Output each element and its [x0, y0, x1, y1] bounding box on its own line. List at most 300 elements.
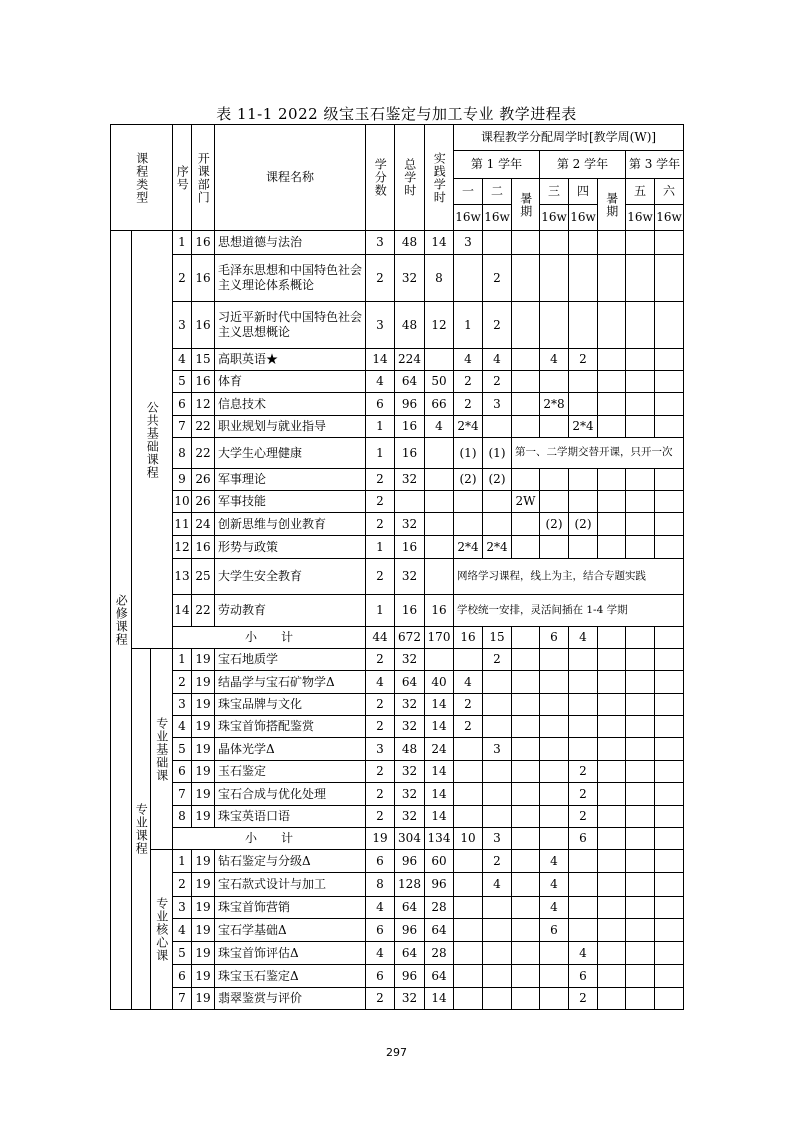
term-cell: 2	[454, 371, 483, 393]
subtotal-term: 4	[569, 627, 598, 649]
subtotal-hours: 304	[395, 828, 425, 850]
term-cell	[454, 897, 483, 919]
course-name: 珠宝首饰搭配鉴赏	[215, 716, 366, 738]
term-cell	[483, 988, 512, 1010]
course-seq: 4	[173, 349, 192, 371]
term-cell	[598, 806, 626, 828]
term-cell: 4	[483, 349, 512, 371]
term-cell: 3	[483, 738, 512, 761]
term-cell	[483, 231, 512, 255]
course-practice: 64	[425, 919, 454, 942]
term-cell	[454, 491, 483, 513]
term-cell	[540, 536, 569, 559]
table-row	[111, 671, 684, 694]
term-cell	[598, 942, 626, 965]
course-hours: 32	[395, 783, 425, 806]
course-practice: 14	[425, 988, 454, 1010]
course-hours: 64	[395, 671, 425, 694]
table-row	[111, 536, 684, 559]
course-credits: 3	[366, 231, 395, 255]
course-dept: 25	[192, 559, 215, 595]
term-cell	[512, 671, 540, 694]
term-cell	[569, 469, 598, 491]
header-year-3: 第 3 学年	[626, 151, 684, 179]
term-cell	[483, 416, 512, 438]
term-cell: 2	[483, 302, 512, 349]
term-cell	[598, 513, 626, 536]
table-row	[111, 371, 684, 393]
table-row	[111, 806, 684, 828]
header-course-type: 课程类型	[111, 125, 173, 231]
term-cell	[626, 965, 655, 988]
term-cell	[626, 694, 655, 716]
course-practice	[425, 513, 454, 536]
table-row	[111, 850, 684, 873]
term-cell	[626, 988, 655, 1010]
course-name: 大学生心理健康	[215, 438, 366, 469]
course-name: 珠宝首饰评估Δ	[215, 942, 366, 965]
term-cell	[512, 469, 540, 491]
course-dept: 22	[192, 438, 215, 469]
course-seq: 6	[173, 393, 192, 416]
course-practice	[425, 536, 454, 559]
course-name: 思想道德与法治	[215, 231, 366, 255]
header-weeks-1: 16w	[454, 205, 483, 231]
term-cell	[512, 897, 540, 919]
category-public-text: 公共基础课程	[145, 400, 160, 479]
term-cell	[655, 302, 684, 349]
course-seq: 10	[173, 491, 192, 513]
term-cell	[512, 513, 540, 536]
term-cell: 4	[454, 349, 483, 371]
course-hours: 32	[395, 559, 425, 595]
subtotal-label: 小 计	[173, 627, 366, 649]
term-cell	[540, 738, 569, 761]
course-dept: 16	[192, 536, 215, 559]
course-hours: 96	[395, 393, 425, 416]
course-dept: 16	[192, 371, 215, 393]
term-cell	[655, 649, 684, 671]
course-seq: 13	[173, 559, 192, 595]
term-cell	[512, 806, 540, 828]
course-name: 玉石鉴定	[215, 761, 366, 783]
header-term-6: 六	[655, 179, 684, 205]
course-hours: 32	[395, 513, 425, 536]
term-cell: 2*4	[483, 536, 512, 559]
term-cell	[655, 255, 684, 302]
course-name: 宝石地质学	[215, 649, 366, 671]
term-cell: 2	[569, 349, 598, 371]
term-cell	[598, 371, 626, 393]
term-cell	[454, 649, 483, 671]
course-name: 珠宝品牌与文化	[215, 694, 366, 716]
course-practice	[425, 649, 454, 671]
subtotal-term	[598, 627, 626, 649]
term-cell: (1)	[483, 438, 512, 469]
course-practice: 4	[425, 416, 454, 438]
term-cell	[512, 873, 540, 897]
course-credits: 2	[366, 649, 395, 671]
course-practice	[425, 559, 454, 595]
category-major-text: 专业课程	[134, 803, 149, 855]
term-cell	[598, 255, 626, 302]
table-title: 表 11-1 2022 级宝玉石鉴定与加工专业 教学进程表	[216, 105, 577, 123]
term-cell	[655, 469, 684, 491]
course-name: 宝石款式设计与加工	[215, 873, 366, 897]
course-practice	[425, 469, 454, 491]
course-dept: 19	[192, 897, 215, 919]
term-cell	[540, 255, 569, 302]
course-name: 珠宝英语口语	[215, 806, 366, 828]
term-cell: 2	[454, 716, 483, 738]
course-credits: 3	[366, 302, 395, 349]
course-credits: 1	[366, 416, 395, 438]
course-practice: 60	[425, 850, 454, 873]
header-seq: 序号	[173, 125, 192, 231]
course-dept: 16	[192, 231, 215, 255]
course-credits: 2	[366, 513, 395, 536]
term-cell: 4	[540, 850, 569, 873]
term-cell	[598, 761, 626, 783]
header-term-2: 二	[483, 179, 512, 205]
term-cell	[454, 806, 483, 828]
header-course-name: 课程名称	[215, 125, 366, 231]
term-cell	[512, 761, 540, 783]
course-hours: 32	[395, 469, 425, 491]
category-major-core	[151, 850, 173, 1010]
course-seq: 12	[173, 536, 192, 559]
term-cell	[598, 694, 626, 716]
term-cell	[626, 919, 655, 942]
term-cell	[540, 806, 569, 828]
term-cell	[512, 302, 540, 349]
term-cell	[569, 738, 598, 761]
table-row	[111, 965, 684, 988]
course-credits: 2	[366, 761, 395, 783]
term-cell	[569, 649, 598, 671]
term-cell	[598, 738, 626, 761]
term-cell	[483, 671, 512, 694]
course-dept: 19	[192, 850, 215, 873]
course-dept: 19	[192, 649, 215, 671]
course-credits: 2	[366, 716, 395, 738]
course-name: 军事技能	[215, 491, 366, 513]
term-cell	[626, 716, 655, 738]
term-cell	[655, 513, 684, 536]
course-seq: 3	[173, 897, 192, 919]
term-cell	[454, 255, 483, 302]
course-name: 钻石鉴定与分级Δ	[215, 850, 366, 873]
term-cell: 2*8	[540, 393, 569, 416]
subtotal-term	[655, 828, 684, 850]
table-row	[111, 988, 684, 1010]
subtotal-term: 16	[454, 627, 483, 649]
term-cell	[598, 897, 626, 919]
term-cell	[483, 942, 512, 965]
subtotal-term: 6	[540, 627, 569, 649]
term-cell	[483, 761, 512, 783]
term-cell	[598, 649, 626, 671]
term-cell	[598, 231, 626, 255]
term-cell	[626, 469, 655, 491]
term-cell: 2	[483, 255, 512, 302]
term-cell	[540, 716, 569, 738]
term-cell	[569, 850, 598, 873]
course-seq: 5	[173, 942, 192, 965]
course-practice: 64	[425, 965, 454, 988]
course-hours: 64	[395, 371, 425, 393]
course-credits: 6	[366, 850, 395, 873]
term-cell	[598, 783, 626, 806]
course-seq: 2	[173, 873, 192, 897]
term-cell	[569, 919, 598, 942]
course-credits: 2	[366, 559, 395, 595]
subtotal-term: 15	[483, 627, 512, 649]
term-cell	[655, 988, 684, 1010]
course-credits: 6	[366, 919, 395, 942]
subtotal-term	[626, 828, 655, 850]
term-cell	[598, 873, 626, 897]
course-hours: 96	[395, 965, 425, 988]
term-cell: 2	[483, 850, 512, 873]
course-dept: 19	[192, 873, 215, 897]
term-cell: 2	[454, 393, 483, 416]
table-row	[111, 438, 684, 469]
term-cell	[483, 965, 512, 988]
course-credits: 2	[366, 988, 395, 1010]
course-seq: 7	[173, 988, 192, 1010]
course-hours: 48	[395, 302, 425, 349]
course-hours: 48	[395, 231, 425, 255]
term-cell	[512, 716, 540, 738]
table-row	[111, 738, 684, 761]
term-cell	[626, 897, 655, 919]
category-major	[132, 649, 151, 1010]
course-seq: 3	[173, 694, 192, 716]
term-cell	[454, 988, 483, 1010]
term-cell	[454, 783, 483, 806]
subtotal-label: 小 计	[173, 828, 366, 850]
course-credits: 1	[366, 438, 395, 469]
term-cell	[483, 919, 512, 942]
term-cell	[569, 694, 598, 716]
subtotal-term	[512, 627, 540, 649]
subtotal-term	[540, 828, 569, 850]
term-cell	[454, 965, 483, 988]
course-hours: 16	[395, 536, 425, 559]
header-schedule: 课程教学分配周学时[教学周(W)]	[454, 125, 684, 151]
course-dept: 12	[192, 393, 215, 416]
term-cell	[626, 850, 655, 873]
term-cell	[626, 671, 655, 694]
category-major-basic-text: 专业基础课	[154, 716, 169, 782]
course-credits: 6	[366, 393, 395, 416]
term-cell	[626, 231, 655, 255]
course-name: 信息技术	[215, 393, 366, 416]
subtotal-term	[598, 828, 626, 850]
course-dept: 19	[192, 988, 215, 1010]
header-summer-2: 暑期	[598, 179, 626, 231]
course-hours: 32	[395, 806, 425, 828]
course-name: 宝石合成与优化处理	[215, 783, 366, 806]
header-total-hours: 总学时	[395, 125, 425, 231]
term-cell: (2)	[483, 469, 512, 491]
term-cell: 2	[454, 694, 483, 716]
course-practice	[425, 491, 454, 513]
term-cell: 2*4	[454, 536, 483, 559]
term-cell: 3	[454, 231, 483, 255]
term-cell: 4	[540, 897, 569, 919]
term-cell	[598, 988, 626, 1010]
term-cell	[598, 416, 626, 438]
term-cell: (2)	[569, 513, 598, 536]
course-hours: 64	[395, 897, 425, 919]
term-cell: (2)	[454, 469, 483, 491]
table-row	[111, 873, 684, 897]
term-cell	[655, 942, 684, 965]
term-cell	[655, 536, 684, 559]
table-row	[111, 595, 684, 627]
term-cell	[655, 416, 684, 438]
course-name: 体育	[215, 371, 366, 393]
course-seq: 1	[173, 231, 192, 255]
course-practice: 16	[425, 595, 454, 627]
course-seq: 8	[173, 438, 192, 469]
subtotal-credits: 19	[366, 828, 395, 850]
term-cell	[655, 850, 684, 873]
term-cell	[626, 536, 655, 559]
term-cell	[540, 988, 569, 1010]
course-name: 高职英语★	[215, 349, 366, 371]
course-hours: 48	[395, 738, 425, 761]
course-credits: 4	[366, 671, 395, 694]
table-row	[111, 694, 684, 716]
term-cell	[540, 416, 569, 438]
course-practice: 14	[425, 806, 454, 828]
course-credits: 2	[366, 491, 395, 513]
course-hours: 128	[395, 873, 425, 897]
table-row	[111, 942, 684, 965]
term-cell	[655, 897, 684, 919]
term-cell	[569, 491, 598, 513]
table-row	[111, 649, 684, 671]
category-major-basic	[151, 649, 173, 850]
term-cell	[512, 255, 540, 302]
term-cell	[512, 850, 540, 873]
term-cell	[626, 738, 655, 761]
course-credits: 4	[366, 371, 395, 393]
term-cell	[655, 738, 684, 761]
course-practice: 14	[425, 231, 454, 255]
teaching-schedule-table	[110, 124, 684, 1010]
term-cell: (2)	[540, 513, 569, 536]
course-credits: 2	[366, 694, 395, 716]
subtotal-term	[655, 627, 684, 649]
header-dept: 开课部门	[192, 125, 215, 231]
term-cell: 2	[569, 761, 598, 783]
subtotal-term: 3	[483, 828, 512, 850]
term-cell: 6	[569, 965, 598, 988]
term-cell: 2	[569, 806, 598, 828]
term-cell	[512, 231, 540, 255]
term-cell	[540, 694, 569, 716]
course-seq: 9	[173, 469, 192, 491]
course-seq: 4	[173, 716, 192, 738]
term-cell	[626, 393, 655, 416]
term-cell: 4	[569, 942, 598, 965]
course-dept: 26	[192, 491, 215, 513]
term-cell	[655, 761, 684, 783]
term-cell	[569, 393, 598, 416]
term-cell	[655, 371, 684, 393]
course-hours: 16	[395, 416, 425, 438]
course-hours: 64	[395, 942, 425, 965]
term-cell	[483, 783, 512, 806]
term-cell	[626, 302, 655, 349]
subtotal-hours: 672	[395, 627, 425, 649]
table-row	[111, 231, 684, 255]
course-name: 毛泽东思想和中国特色社会主义理论体系概论	[215, 255, 366, 302]
term-cell	[598, 716, 626, 738]
course-seq: 1	[173, 850, 192, 873]
course-practice	[425, 349, 454, 371]
course-credits: 4	[366, 942, 395, 965]
course-name: 宝石学基础Δ	[215, 919, 366, 942]
subtotal-practice: 170	[425, 627, 454, 649]
course-dept: 15	[192, 349, 215, 371]
term-cell	[540, 942, 569, 965]
term-cell	[540, 761, 569, 783]
term-cell	[454, 942, 483, 965]
term-cell	[569, 231, 598, 255]
course-practice: 12	[425, 302, 454, 349]
term-cell	[569, 302, 598, 349]
term-cell	[655, 491, 684, 513]
term-cell: 2	[569, 988, 598, 1010]
term-cell	[569, 716, 598, 738]
subtotal-row	[111, 627, 684, 649]
table-row	[111, 919, 684, 942]
subtotal-term: 10	[454, 828, 483, 850]
term-cell	[454, 850, 483, 873]
term-cell	[512, 965, 540, 988]
table-row	[111, 559, 684, 595]
course-seq: 2	[173, 671, 192, 694]
subtotal-term	[512, 828, 540, 850]
course-note: 第一、二学期交替开课，只开一次	[512, 438, 684, 469]
term-cell: 4	[540, 873, 569, 897]
header-weeks-4: 16w	[569, 205, 598, 231]
course-credits: 3	[366, 738, 395, 761]
course-seq: 7	[173, 783, 192, 806]
term-cell	[626, 371, 655, 393]
term-cell	[454, 738, 483, 761]
course-practice: 14	[425, 694, 454, 716]
header-weeks-3: 16w	[540, 205, 569, 231]
course-credits: 8	[366, 873, 395, 897]
term-cell	[454, 919, 483, 942]
term-cell: 3	[483, 393, 512, 416]
term-cell	[454, 873, 483, 897]
term-cell	[626, 491, 655, 513]
table-row	[111, 491, 684, 513]
course-hours: 96	[395, 850, 425, 873]
term-cell	[540, 231, 569, 255]
table-row	[111, 302, 684, 349]
course-credits: 6	[366, 965, 395, 988]
course-hours: 32	[395, 716, 425, 738]
term-cell	[655, 783, 684, 806]
